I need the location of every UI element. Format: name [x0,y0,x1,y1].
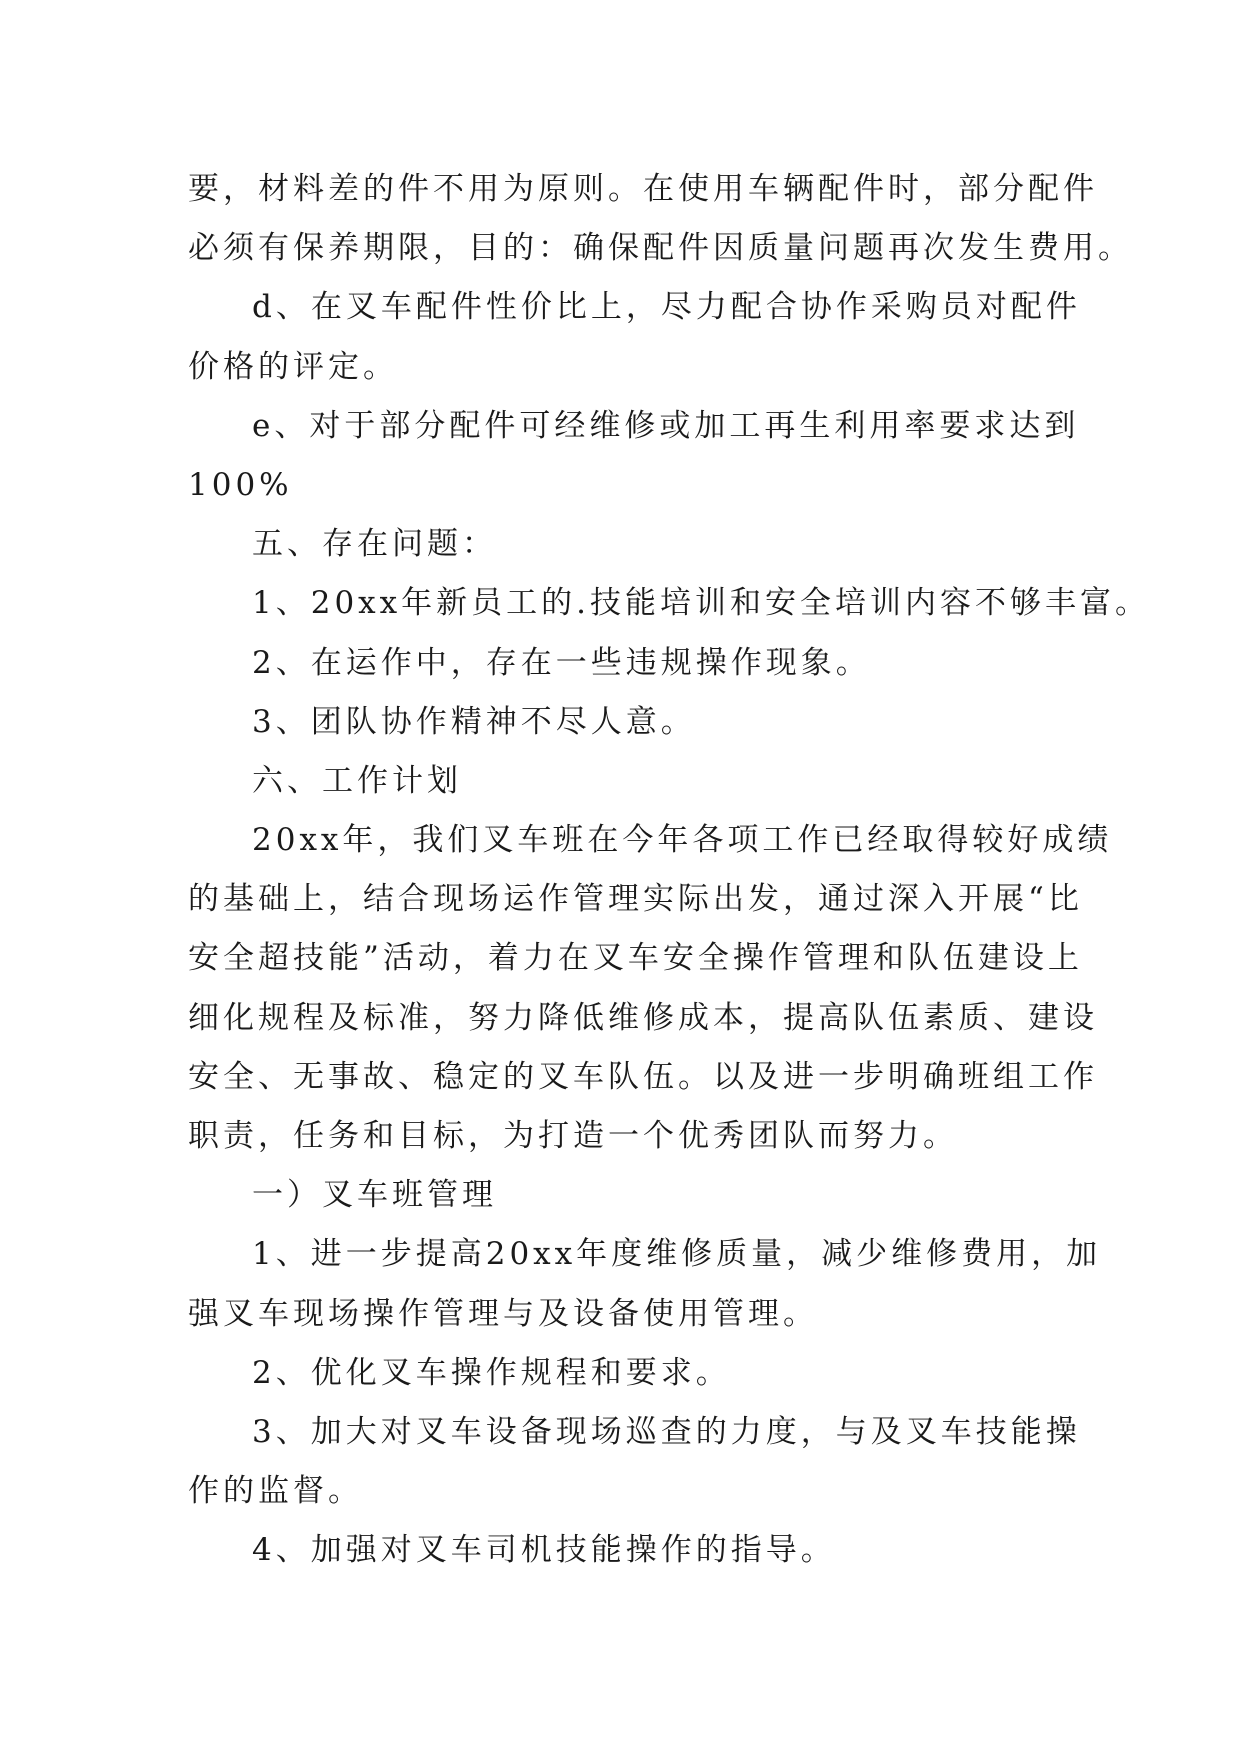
text-line: d、在叉车配件性价比上，尽力配合协作采购员对配件 [252,289,1081,326]
text-line: 的基础上，结合现场运作管理实际出发，通过深入开展“比 [188,881,1083,918]
text-line: 20xx年，我们叉车班在今年各项工作已经取得较好成绩 [252,822,1113,859]
text-line: 职责，任务和目标，为打造一个优秀团队而努力。 [188,1118,958,1154]
text-line: 必须有保养期限，目的：确保配件因质量问题再次发生费用。 [188,230,1133,267]
list-item: 1、20xx年新员工的.技能培训和安全培训内容不够丰富。 [252,585,1150,622]
text-line: 价格的评定。 [188,348,398,385]
section-heading: 五、存在问题： [252,526,497,563]
list-item: 3、加大对叉车设备现场巡查的力度，与及叉车技能操 [252,1413,1081,1450]
document-body [188,160,1150,1581]
list-item: 2、优化叉车操作规程和要求。 [252,1354,731,1391]
section-heading: 六、工作计划 [252,762,462,799]
list-item: 2、在运作中，存在一些违规操作现象。 [252,644,871,681]
list-item: 4、加强对叉车司机技能操作的指导。 [252,1532,836,1569]
text-line: 要，材料差的件不用为原则。在使用车辆配件时，部分配件 [188,171,1098,207]
text-line: 细化规程及标准，努力降低维修成本，提高队伍素质、建设 [188,999,1098,1036]
text-line: 强叉车现场操作管理与及设备使用管理。 [188,1295,818,1332]
list-item: 3、团队协作精神不尽人意。 [252,703,696,740]
text-line: 100% [188,466,293,503]
text-line: 作的监督。 [188,1473,363,1510]
text-line: e、对于部分配件可经维修或加工再生利用率要求达到 [252,407,1080,444]
list-item: 1、进一步提高20xx年度维修质量，减少维修费用，加 [252,1236,1102,1273]
subsection-heading: 一）叉车班管理 [252,1177,497,1214]
text-line: 安全超技能”活动，着力在叉车安全操作管理和队伍建设上 [188,940,1083,977]
text-line: 安全、无事故、稳定的叉车队伍。以及进一步明确班组工作 [188,1058,1098,1095]
